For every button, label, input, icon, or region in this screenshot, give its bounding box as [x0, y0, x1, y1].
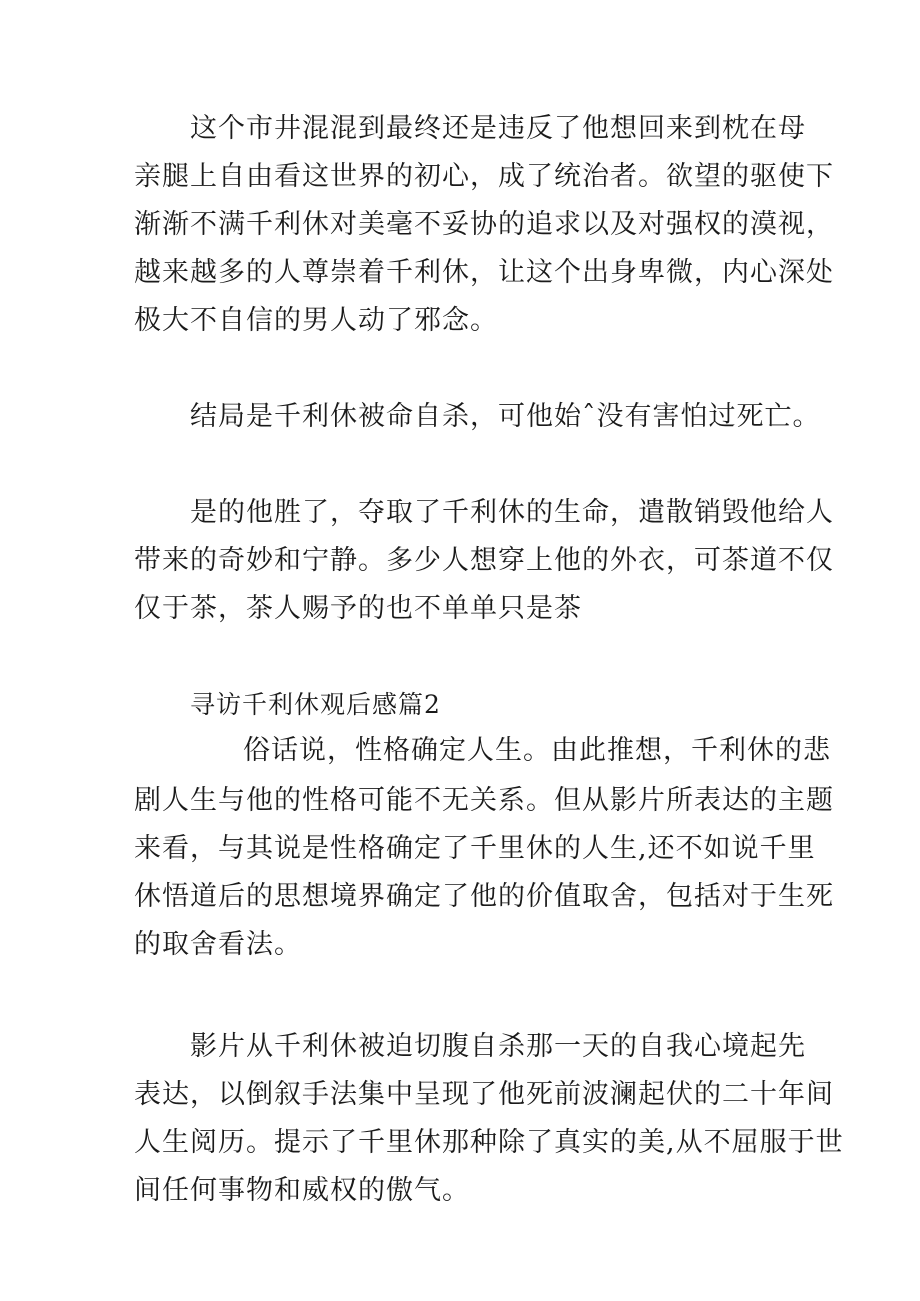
paragraph-5-line-4: 间任何事物和威权的傲气。 [134, 1175, 470, 1206]
paragraph-4-line-5: 的取舍看法。 [134, 929, 302, 960]
paragraph-5-line-1: 影片从千利休被迫切腹自杀那一天的自我心境起先 [190, 1031, 806, 1062]
paragraph-1-line-4: 越来越多的人尊崇着千利休，让这个出身卑微，内心深处 [134, 257, 834, 288]
paragraph-4-line-4: 休悟道后的思想境界确定了他的价值取舍，包括对于生死 [134, 881, 834, 912]
paragraph-2-line-1: 结局是千利休被命自杀，可他始ˆ没有害怕过死亡。 [190, 401, 821, 432]
paragraph-3-line-1: 是的他胜了，夺取了千利休的生命，遣散销毁他给人 [190, 497, 834, 528]
paragraph-1-line-2: 亲腿上自由看这世界的初心，成了统治者。欲望的驱使下 [134, 161, 834, 192]
paragraph-5-line-3: 人生阅历。提示了千里休那种除了真实的美,从不屈服于世 [134, 1127, 844, 1158]
paragraph-3-line-3: 仅于茶，茶人赐予的也不单单只是茶 [134, 593, 582, 624]
paragraph-1-line-3: 渐渐不满千利休对美毫不妥协的追求以及对强权的漠视， [134, 209, 834, 240]
paragraph-3-line-2: 带来的奇妙和宁静。多少人想穿上他的外衣，可茶道不仅 [134, 545, 834, 576]
paragraph-4-line-2: 剧人生与他的性格可能不无关系。但从影片所表达的主题 [134, 785, 834, 816]
paragraph-1-line-5: 极大不自信的男人动了邪念。 [134, 305, 498, 336]
paragraph-5-line-2: 表达，以倒叙手法集中呈现了他死前波澜起伏的二十年间 [134, 1079, 834, 1110]
paragraph-4-line-3: 来看，与其说是性格确定了千里休的人生,还不如说千里 [134, 833, 816, 864]
section-heading: 寻访千利休观后感篇2 [190, 690, 441, 719]
paragraph-1-line-1: 这个市井混混到最终还是违反了他想回来到枕在母 [190, 113, 806, 144]
paragraph-4-line-1: 俗话说，性格确定人生。由此推想，千利休的悲 [243, 735, 831, 766]
